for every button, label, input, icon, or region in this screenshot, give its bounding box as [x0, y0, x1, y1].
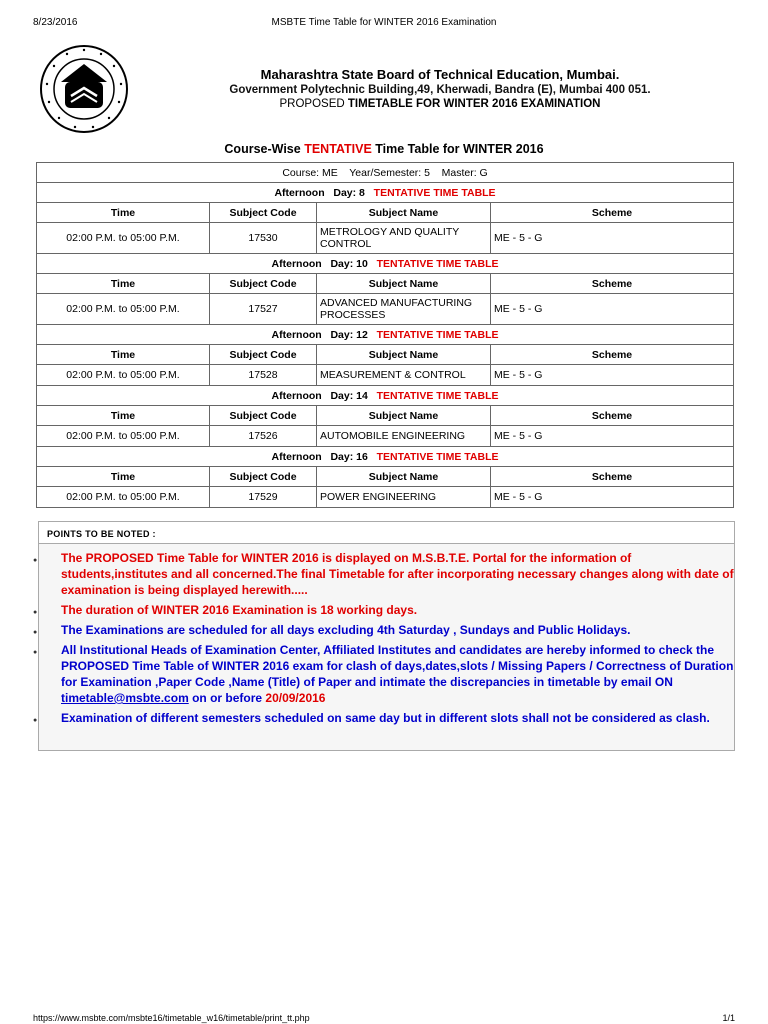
cell-subject-name: AUTOMOBILE ENGINEERING: [317, 426, 491, 447]
print-url: https://www.msbte.com/msbte16/timetable_w16/timetable/print_tt.php: [33, 1013, 310, 1023]
col-subject-name: Subject Name: [317, 274, 491, 294]
note-text: The duration of WINTER 2016 Examination is 18 working days.: [61, 603, 418, 617]
day-label: Afternoon Day: 8: [274, 186, 365, 199]
org-subtitle-pre: PROPOSED: [279, 98, 348, 110]
cell-subject-code: 17527: [210, 294, 317, 325]
note-text: All Institutional Heads of Examination Center, Affiliated Institutes and candidates are hereby informed to check the PROPOSED Time Table of WINTER 2016 exam for clash of days,dates,slots / Missing Papers / Correctness of Duration for Examination ,Paper Code ,Name (Title) of Paper and intimate the discrepancies in timetable by email ON: [61, 643, 734, 689]
cell-time: 02:00 P.M. to 05:00 P.M.: [37, 365, 210, 386]
col-subject-name: Subject Name: [317, 203, 491, 223]
course-title: [34, 142, 734, 156]
day-header: [37, 254, 734, 274]
table-row: [37, 426, 734, 447]
col-subject-code: Subject Code: [210, 345, 317, 365]
col-time: Time: [37, 406, 210, 426]
day-label: Afternoon Day: 14: [271, 389, 368, 402]
col-scheme: Scheme: [491, 345, 734, 365]
col-subject-code: Subject Code: [210, 406, 317, 426]
cell-subject-name: POWER ENGINEERING: [317, 487, 491, 508]
tentative-label: TENTATIVE TIME TABLE: [376, 257, 499, 270]
column-header-row: [37, 203, 734, 223]
col-subject-code: Subject Code: [210, 274, 317, 294]
table-row: [37, 487, 734, 508]
column-header-row: [37, 406, 734, 426]
table-row: [37, 223, 734, 254]
org-address: Government Polytechnic Building,49, Kherwadi, Bandra (E), Mumbai 400 051.: [229, 84, 651, 96]
course-title-pre: Course-Wise: [224, 142, 305, 156]
col-time: Time: [37, 345, 210, 365]
org-header: [200, 67, 680, 111]
note-text: The PROPOSED Time Table for WINTER 2016 is displayed on M.S.B.T.E. Portal for the information of students,institutes and all concerned.The final Timetable for after incorporating necessary changes along with date of examination is being displayed herewith.....: [61, 551, 734, 597]
timetable: [36, 162, 734, 508]
bullet-icon: ●: [33, 629, 38, 636]
col-scheme: Scheme: [491, 203, 734, 223]
timetable-email-link[interactable]: timetable@msbte.com: [61, 691, 189, 705]
bullet-icon: ●: [33, 649, 38, 656]
notes-box: [33, 521, 735, 751]
cell-subject-name: METROLOGY AND QUALITY CONTROL: [317, 223, 491, 254]
print-date: 8/23/2016: [33, 17, 78, 28]
bullet-icon: ●: [33, 717, 38, 724]
tentative-label: TENTATIVE TIME TABLE: [373, 186, 496, 199]
col-time: Time: [37, 203, 210, 223]
cell-time: 02:00 P.M. to 05:00 P.M.: [37, 223, 210, 254]
cell-time: 02:00 P.M. to 05:00 P.M.: [37, 426, 210, 447]
note-text: on or before: [188, 691, 266, 705]
day-header-row: [37, 325, 734, 345]
course-title-post: Time Table for WINTER 2016: [371, 142, 544, 156]
print-title: MSBTE Time Table for WINTER 2016 Examination: [271, 17, 497, 28]
column-header-row: [37, 467, 734, 487]
note-text: Examination of different semesters scheduled on same day but in different slots shall not be considered as clash.: [61, 711, 710, 725]
cell-subject-code: 17528: [210, 365, 317, 386]
day-header-row: [37, 386, 734, 406]
tentative-label: TENTATIVE TIME TABLE: [376, 328, 499, 341]
page-number: 1/1: [722, 1013, 735, 1023]
tentative-label: TENTATIVE TIME TABLE: [376, 389, 499, 402]
col-scheme: Scheme: [491, 467, 734, 487]
cell-scheme: ME - 5 - G: [491, 426, 734, 447]
note-item: [33, 622, 734, 638]
cell-subject-code: 17529: [210, 487, 317, 508]
column-header-row: [37, 345, 734, 365]
course-info-row: [37, 163, 734, 183]
notes-list: [33, 544, 734, 726]
day-label: Afternoon Day: 10: [271, 257, 368, 270]
note-item: [33, 710, 734, 726]
day-header: [37, 325, 734, 345]
cell-time: 02:00 P.M. to 05:00 P.M.: [37, 487, 210, 508]
day-header: [37, 386, 734, 406]
org-subtitle: [200, 97, 680, 111]
col-time: Time: [37, 467, 210, 487]
msbte-seal-logo: [39, 44, 129, 134]
course-title-tentative: TENTATIVE: [304, 142, 372, 156]
cell-subject-name: MEASUREMENT & CONTROL: [317, 365, 491, 386]
org-subtitle-bold: TIMETABLE FOR WINTER 2016 EXAMINATION: [347, 98, 601, 110]
col-scheme: Scheme: [491, 406, 734, 426]
col-scheme: Scheme: [491, 274, 734, 294]
cell-subject-code: 17530: [210, 223, 317, 254]
note-item: [33, 642, 734, 706]
day-header: [37, 183, 734, 203]
note-item: [33, 550, 734, 598]
day-header-row: [37, 183, 734, 203]
col-subject-name: Subject Name: [317, 406, 491, 426]
table-row: [37, 365, 734, 386]
day-header: [37, 447, 734, 467]
notes-heading: POINTS TO BE NOTED :: [39, 522, 734, 544]
course-info: Course: ME Year/Semester: 5 Master: G: [37, 163, 734, 183]
cell-subject-name: ADVANCED MANUFACTURING PROCESSES: [317, 294, 491, 325]
day-header-row: [37, 254, 734, 274]
cell-subject-code: 17526: [210, 426, 317, 447]
cell-scheme: ME - 5 - G: [491, 294, 734, 325]
col-subject-name: Subject Name: [317, 345, 491, 365]
bullet-icon: ●: [33, 609, 38, 616]
col-subject-code: Subject Code: [210, 467, 317, 487]
day-label: Afternoon Day: 16: [271, 450, 368, 463]
col-subject-name: Subject Name: [317, 467, 491, 487]
tentative-label: TENTATIVE TIME TABLE: [376, 450, 499, 463]
note-text: The Examinations are scheduled for all days excluding 4th Saturday , Sundays and Public Holidays.: [61, 623, 631, 637]
day-label: Afternoon Day: 12: [271, 328, 368, 341]
org-name: Maharashtra State Board of Technical Education, Mumbai.: [260, 67, 620, 82]
table-row: [37, 294, 734, 325]
cell-scheme: ME - 5 - G: [491, 365, 734, 386]
cell-scheme: ME - 5 - G: [491, 487, 734, 508]
bullet-icon: ●: [33, 557, 38, 564]
column-header-row: [37, 274, 734, 294]
deadline-date: 20/09/2016: [265, 691, 326, 705]
cell-time: 02:00 P.M. to 05:00 P.M.: [37, 294, 210, 325]
day-header-row: [37, 447, 734, 467]
cell-scheme: ME - 5 - G: [491, 223, 734, 254]
note-item: [33, 602, 734, 618]
col-subject-code: Subject Code: [210, 203, 317, 223]
col-time: Time: [37, 274, 210, 294]
